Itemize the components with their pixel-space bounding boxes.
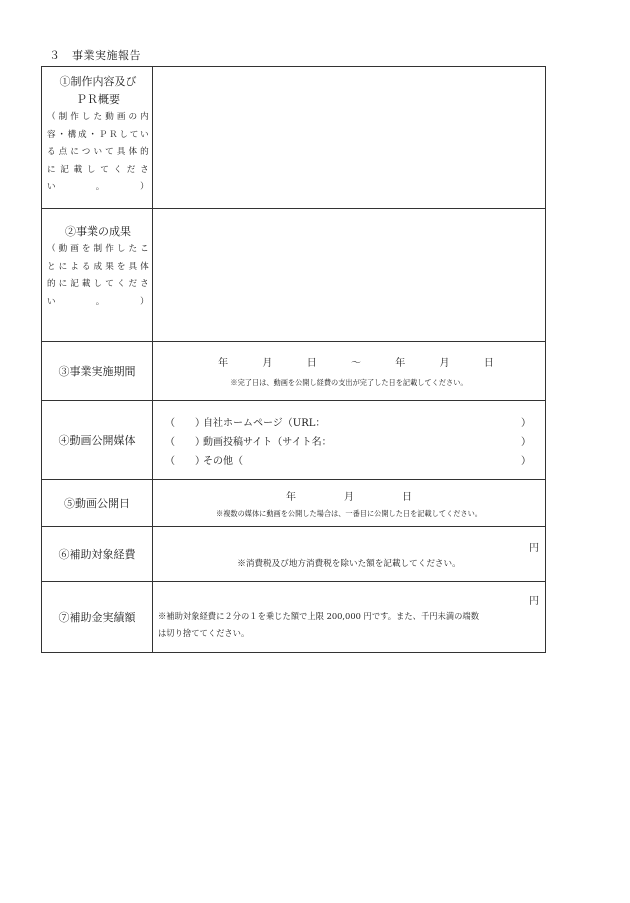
media-label: 自社ホームページ（URL： (203, 417, 326, 429)
media-option-other[interactable] (153, 450, 545, 469)
field-production-content[interactable] (153, 67, 546, 209)
report-table (41, 66, 546, 653)
expenses-note: ※消費税及び地方消費税を除いた額を記載してください。 (237, 559, 461, 569)
media-label: 動画投稿サイト（サイト名： (203, 436, 332, 448)
row-implementation-period (42, 342, 546, 401)
note-line: る点について具体的 (47, 147, 149, 157)
label-production-content (42, 67, 153, 209)
date-part: 月 (344, 491, 354, 503)
date-range (153, 354, 545, 369)
publication-date-note: ※複数の媒体に動画を公開した場合は、一番目に公開した日を記載してください。 (216, 508, 482, 518)
row-production-content (42, 67, 546, 209)
label-results (42, 209, 153, 342)
field-implementation-period[interactable] (153, 342, 546, 401)
note-line: （制作した動画の内 (47, 112, 149, 122)
note-line: 的に記載してくださ (47, 279, 149, 289)
label-eligible-expenses: ⑥補助対象経費 (42, 527, 153, 582)
label-note (47, 241, 149, 311)
note-line: い。） (47, 182, 149, 192)
label-implementation-period: ③事業実施期間 (42, 342, 153, 401)
checkbox-paren[interactable]: （ ） (165, 417, 205, 429)
row-publication-media (42, 401, 546, 480)
yen-unit: 円 (529, 543, 539, 554)
media-option-video-site[interactable] (153, 431, 545, 450)
media-label: その他（ (203, 455, 243, 467)
row-eligible-expenses (42, 527, 546, 582)
label-publication-media: ④動画公開媒体 (42, 401, 153, 480)
note-line: は切り捨ててください。 (158, 628, 250, 638)
note-line: 容・構成・ＰＲしてい (47, 129, 149, 140)
paren-close: ） (521, 455, 531, 467)
label-publication-date: ⑤動画公開日 (42, 480, 153, 527)
row-subsidy-amount (42, 582, 546, 653)
field-results[interactable] (153, 209, 546, 342)
date-part: 月 (439, 358, 450, 369)
note-line: （動画を制作したこ (47, 244, 149, 254)
note-line: ※補助対象経費に２分の１を乗じた額で上限 200,000 円です。また、千円未満の端数 (158, 611, 480, 621)
row-results (42, 209, 546, 342)
checkbox-paren[interactable]: （ ） (165, 436, 205, 448)
media-option-homepage[interactable] (153, 412, 545, 431)
label-title-line1: ①制作内容及び (59, 75, 137, 88)
note-line: い。） (47, 296, 149, 307)
period-note: ※完了日は、動画を公開し経費の支出が完了した日を記載してください。 (230, 378, 468, 387)
date-part: 年 (395, 358, 406, 369)
note-line: とによる成果を具体 (47, 261, 149, 272)
row-publication-date (42, 480, 546, 527)
section-heading: ３ 事業実施報告 (49, 49, 141, 62)
date-separator: ～ (350, 358, 361, 369)
date-part: 日 (402, 491, 412, 503)
date-single (153, 488, 545, 503)
date-part: 月 (262, 358, 273, 369)
field-publication-media (153, 401, 546, 480)
subsidy-note (153, 608, 545, 642)
yen-unit: 円 (529, 596, 539, 607)
date-part: 年 (218, 358, 229, 369)
label-title-line2: ＰＲ概要 (76, 93, 120, 106)
field-eligible-expenses[interactable] (153, 527, 546, 582)
label-title: ②事業の成果 (65, 225, 131, 238)
field-subsidy-amount[interactable] (153, 582, 546, 653)
checkbox-paren[interactable]: （ ） (165, 455, 205, 467)
date-part: 日 (306, 358, 317, 369)
label-note (47, 109, 149, 197)
date-part: 年 (286, 491, 296, 503)
label-subsidy-amount: ⑦補助金実績額 (42, 582, 153, 653)
field-publication-date[interactable] (153, 480, 546, 527)
note-line: に記載してくださ (47, 164, 149, 175)
paren-close: ） (521, 417, 531, 429)
paren-close: ） (521, 436, 531, 448)
date-part: 日 (483, 358, 494, 369)
